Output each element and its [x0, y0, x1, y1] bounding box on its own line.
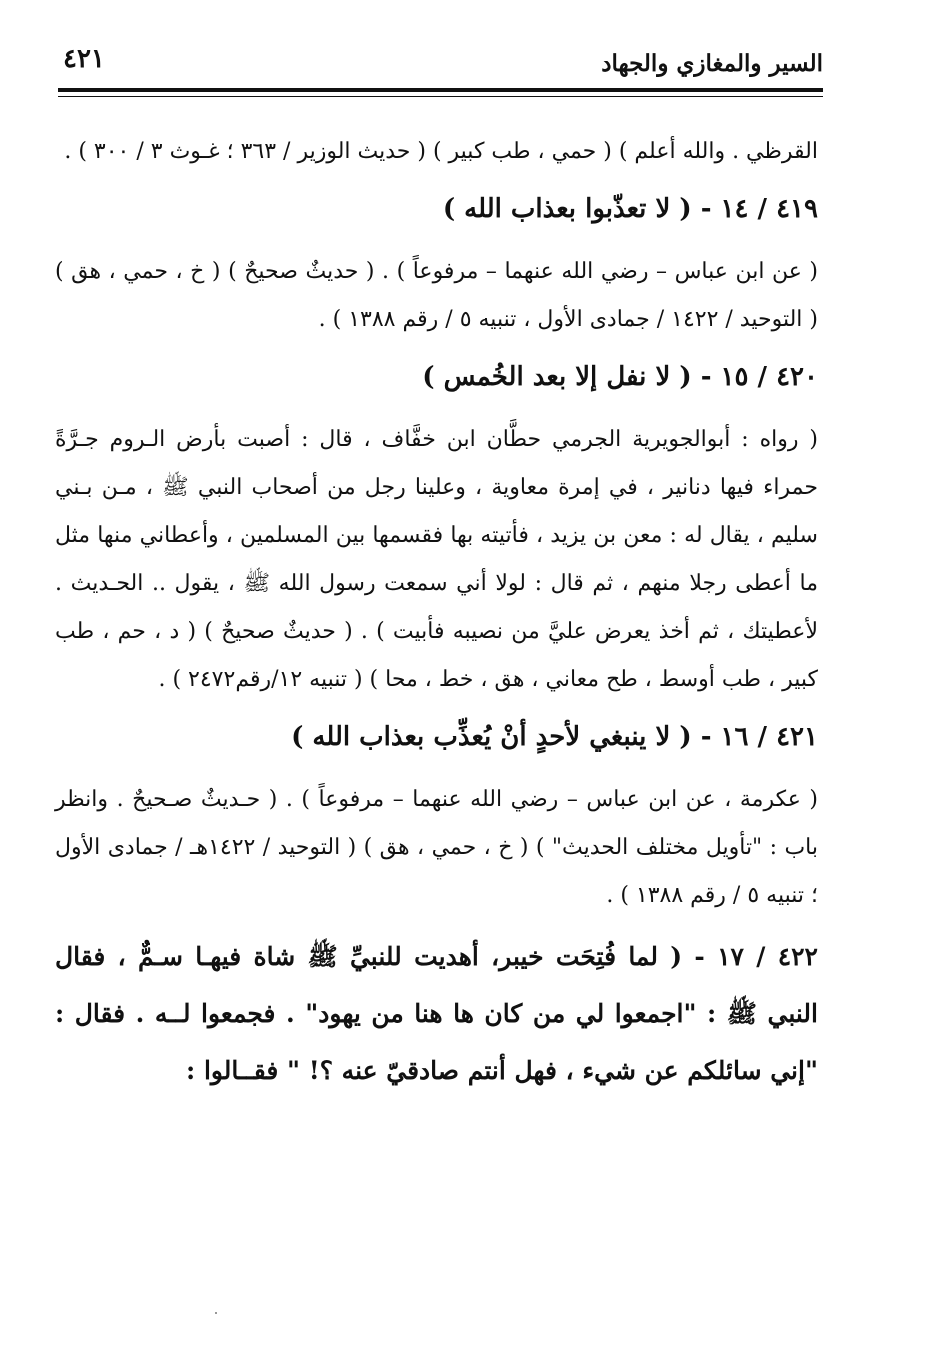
hadith-note-421: ( عكرمة ، عن ابن عباس – رضي الله عنهما – مرفوعاً ) . ( حـديثٌ صـحيحٌ . وانظر باب : "تأويل مختلف الحديث" ) ( خ ، حمي ، هق ) ( التوحيد / ١٤٢٢هـ / جمادى الأول ؛ تنبيه ٥ / رقم ١٣٨٨ ) . [55, 787, 818, 908]
hadith-text-422: ٤٢٢ / ١٧ - ( لما فُتِحَت خيبر، أهديت للنبيِّ ﷺ شاة فيهـا سـمٌّ ، فقال النبي ﷺ : "اجمعوا لي من كان ها هنا من يهود" . فجمعوا لــه . فقال : "إني سائلكم عن شيء ، فهل أنتم صادقيّ عنه ؟! " فقــالوا : [55, 942, 818, 1085]
body-text [55, 128, 818, 1099]
paragraph-continuation: القرظي . والله أعلم ) ( حمي ، طب كبير ) ( حديث الوزير / ٣٦٣ ؛ غـوث ٣ / ٣٠٠ ) . [64, 139, 818, 164]
hadith-heading-420: ٤٢٠ / ١٥ - ( لا نفل إلا بعد الخُمس ) [422, 362, 818, 392]
hadith-note-420: ( رواه : أبوالجويرية الجرمي حطَّان ابن خفَّاف ، قال : أصبت بأرض الـروم جـرَّةً حمراء فيها دنانير ، في إمرة معاوية ، وعلينا رجل من أصحاب النبي ﷺ ، مـن بـني سليم ، يقال له : معن بن يزيد ، فأتيته بها فقسمها بين المسلمين ، وأعطاني منها مثل ما أعطى رجلا منهم ، ثم قال : لولا أني سمعت رسول الله ﷺ ، يقول .. الحـديث . لأعطيتك ، ثم أخذ يعرض عليَّ من نصيبه فأبيت ) . ( حديثٌ صحيحٌ ) ( د ، حم ، طب كبير ، طب أوسط ، طح معاني ، هق ، خط ، محا ) ( تنبيه ١٢/رقم٢٤٧٢ ) . [55, 427, 818, 692]
header-title: السير والمغازي والجهاد [601, 50, 823, 77]
header-rule-thin [58, 96, 823, 97]
scan-speck [215, 1312, 217, 1314]
hadith-note-419: ( عن ابن عباس – رضي الله عنهما – مرفوعاً ) . ( حديثٌ صحيحٌ ) ( خ ، حمي ، هق ) ( التوحيد / ١٤٢٢ / جمادى الأول ، تنبيه ٥ / رقم ١٣٨٨ ) . [55, 259, 818, 332]
hadith-heading-419: ٤١٩ / ١٤ - ( لا تعذّبوا بعذاب الله ) [442, 194, 818, 224]
header-rule-thick [58, 88, 823, 92]
page-number: ٤٢١ [63, 44, 105, 74]
hadith-heading-421: ٤٢١ / ١٦ - ( لا ينبغي لأحدٍ أنْ يُعذِّب بعذاب الله ) [291, 722, 818, 752]
running-header [55, 40, 823, 92]
